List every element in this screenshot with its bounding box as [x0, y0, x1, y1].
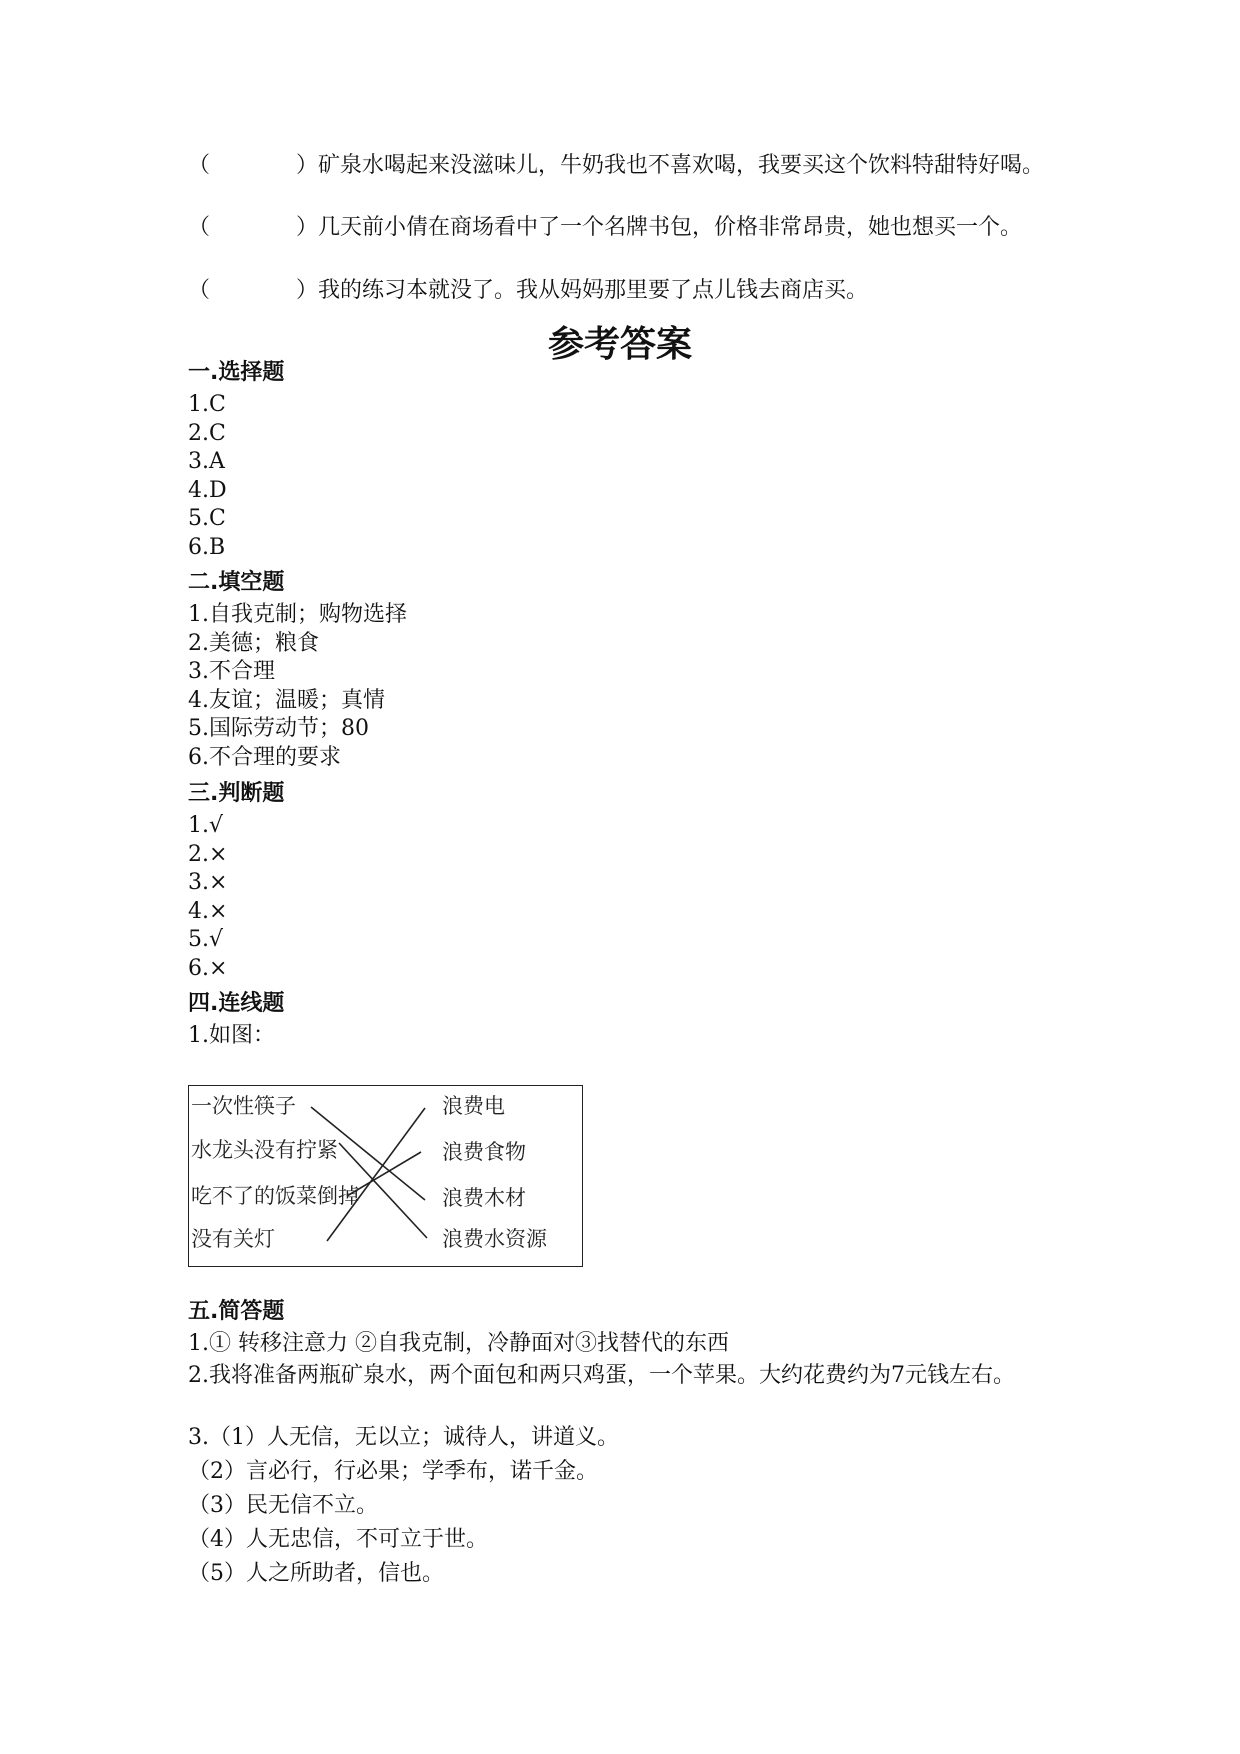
- top-item-text: 几天前小倩在商场看中了一个名牌书包，价格非常昂贵，她也想买一个。: [318, 215, 1023, 240]
- answer-item: 4.友谊；温暖；真情: [188, 688, 385, 713]
- left-item: 吃不了的饭菜倒掉: [191, 1184, 359, 1208]
- answer-item: 2.C: [188, 421, 226, 446]
- paren-open: （: [188, 215, 211, 240]
- answer-item: 1.如图：: [188, 1023, 275, 1048]
- left-item: 一次性筷子: [191, 1094, 296, 1118]
- top-item-1: [188, 152, 1048, 180]
- top-item-text: 我的练习本就没了。我从妈妈那里要了点儿钱去商店买。: [318, 278, 869, 303]
- paren-close: ）: [296, 215, 319, 240]
- answer-item: 2.×: [188, 842, 228, 867]
- paren-open: （: [188, 153, 211, 178]
- paren-close: ）: [296, 153, 319, 178]
- section-heading-choice: 一.选择题: [188, 360, 285, 385]
- answer-item: 3.×: [188, 870, 228, 895]
- answer-item: 1.① 转移注意力 ②自我克制，冷静面对③找替代的东西: [188, 1331, 729, 1356]
- answer-item: 1.√: [188, 813, 224, 838]
- section-heading-match: 四.连线题: [188, 991, 285, 1016]
- right-item: 浪费水资源: [442, 1227, 547, 1251]
- answer-item: 1.C: [188, 392, 226, 417]
- answer-item: 4.×: [188, 899, 228, 924]
- section-heading-fill: 二.填空题: [188, 570, 285, 595]
- answer-item: 3.（1）人无信，无以立；诚待人，讲道义。: [188, 1425, 619, 1450]
- answer-item: 3.不合理: [188, 659, 275, 684]
- matching-figure: [188, 1085, 583, 1267]
- answer-item: 6.×: [188, 956, 228, 981]
- answer-item: 5.C: [188, 506, 226, 531]
- paren-open: （: [188, 278, 211, 303]
- answer-item: 1.自我克制；购物选择: [188, 602, 407, 627]
- answer-item: （4）人无忠信，不可立于世。: [188, 1527, 488, 1552]
- answer-item: 4.D: [188, 478, 227, 503]
- top-item-3: [188, 277, 868, 305]
- section-heading-short: 五.简答题: [188, 1299, 285, 1324]
- paren-close: ）: [296, 278, 319, 303]
- top-item-2: [188, 214, 1048, 242]
- answer-item: 6.不合理的要求: [188, 745, 341, 770]
- answer-item: 3.A: [188, 449, 225, 474]
- page-title: 参考答案: [547, 324, 692, 365]
- right-item: 浪费电: [442, 1094, 505, 1118]
- answer-item: （5）人之所助者，信也。: [188, 1561, 444, 1586]
- answer-item: （3）民无信不立。: [188, 1493, 378, 1518]
- answer-item: 6.B: [188, 535, 226, 560]
- right-item: 浪费木材: [442, 1186, 526, 1210]
- answer-item: 2.我将准备两瓶矿泉水，两个面包和两只鸡蛋，一个苹果。大约花费约为7元钱左右。: [188, 1363, 1015, 1388]
- answer-item: （2）言必行，行必果；学季布，诺千金。: [188, 1459, 598, 1484]
- answer-item: 5.国际劳动节；80: [188, 716, 369, 741]
- section-heading-judge: 三.判断题: [188, 781, 285, 806]
- answer-item: 5.√: [188, 927, 224, 952]
- answer-item: 2.美德；粮食: [188, 631, 319, 656]
- left-item: 没有关灯: [191, 1227, 275, 1251]
- right-item: 浪费食物: [442, 1140, 526, 1164]
- top-item-text: 矿泉水喝起来没滋味儿，牛奶我也不喜欢喝，我要买这个饮料特甜特好喝。: [318, 153, 1045, 178]
- left-item: 水龙头没有拧紧: [191, 1138, 338, 1162]
